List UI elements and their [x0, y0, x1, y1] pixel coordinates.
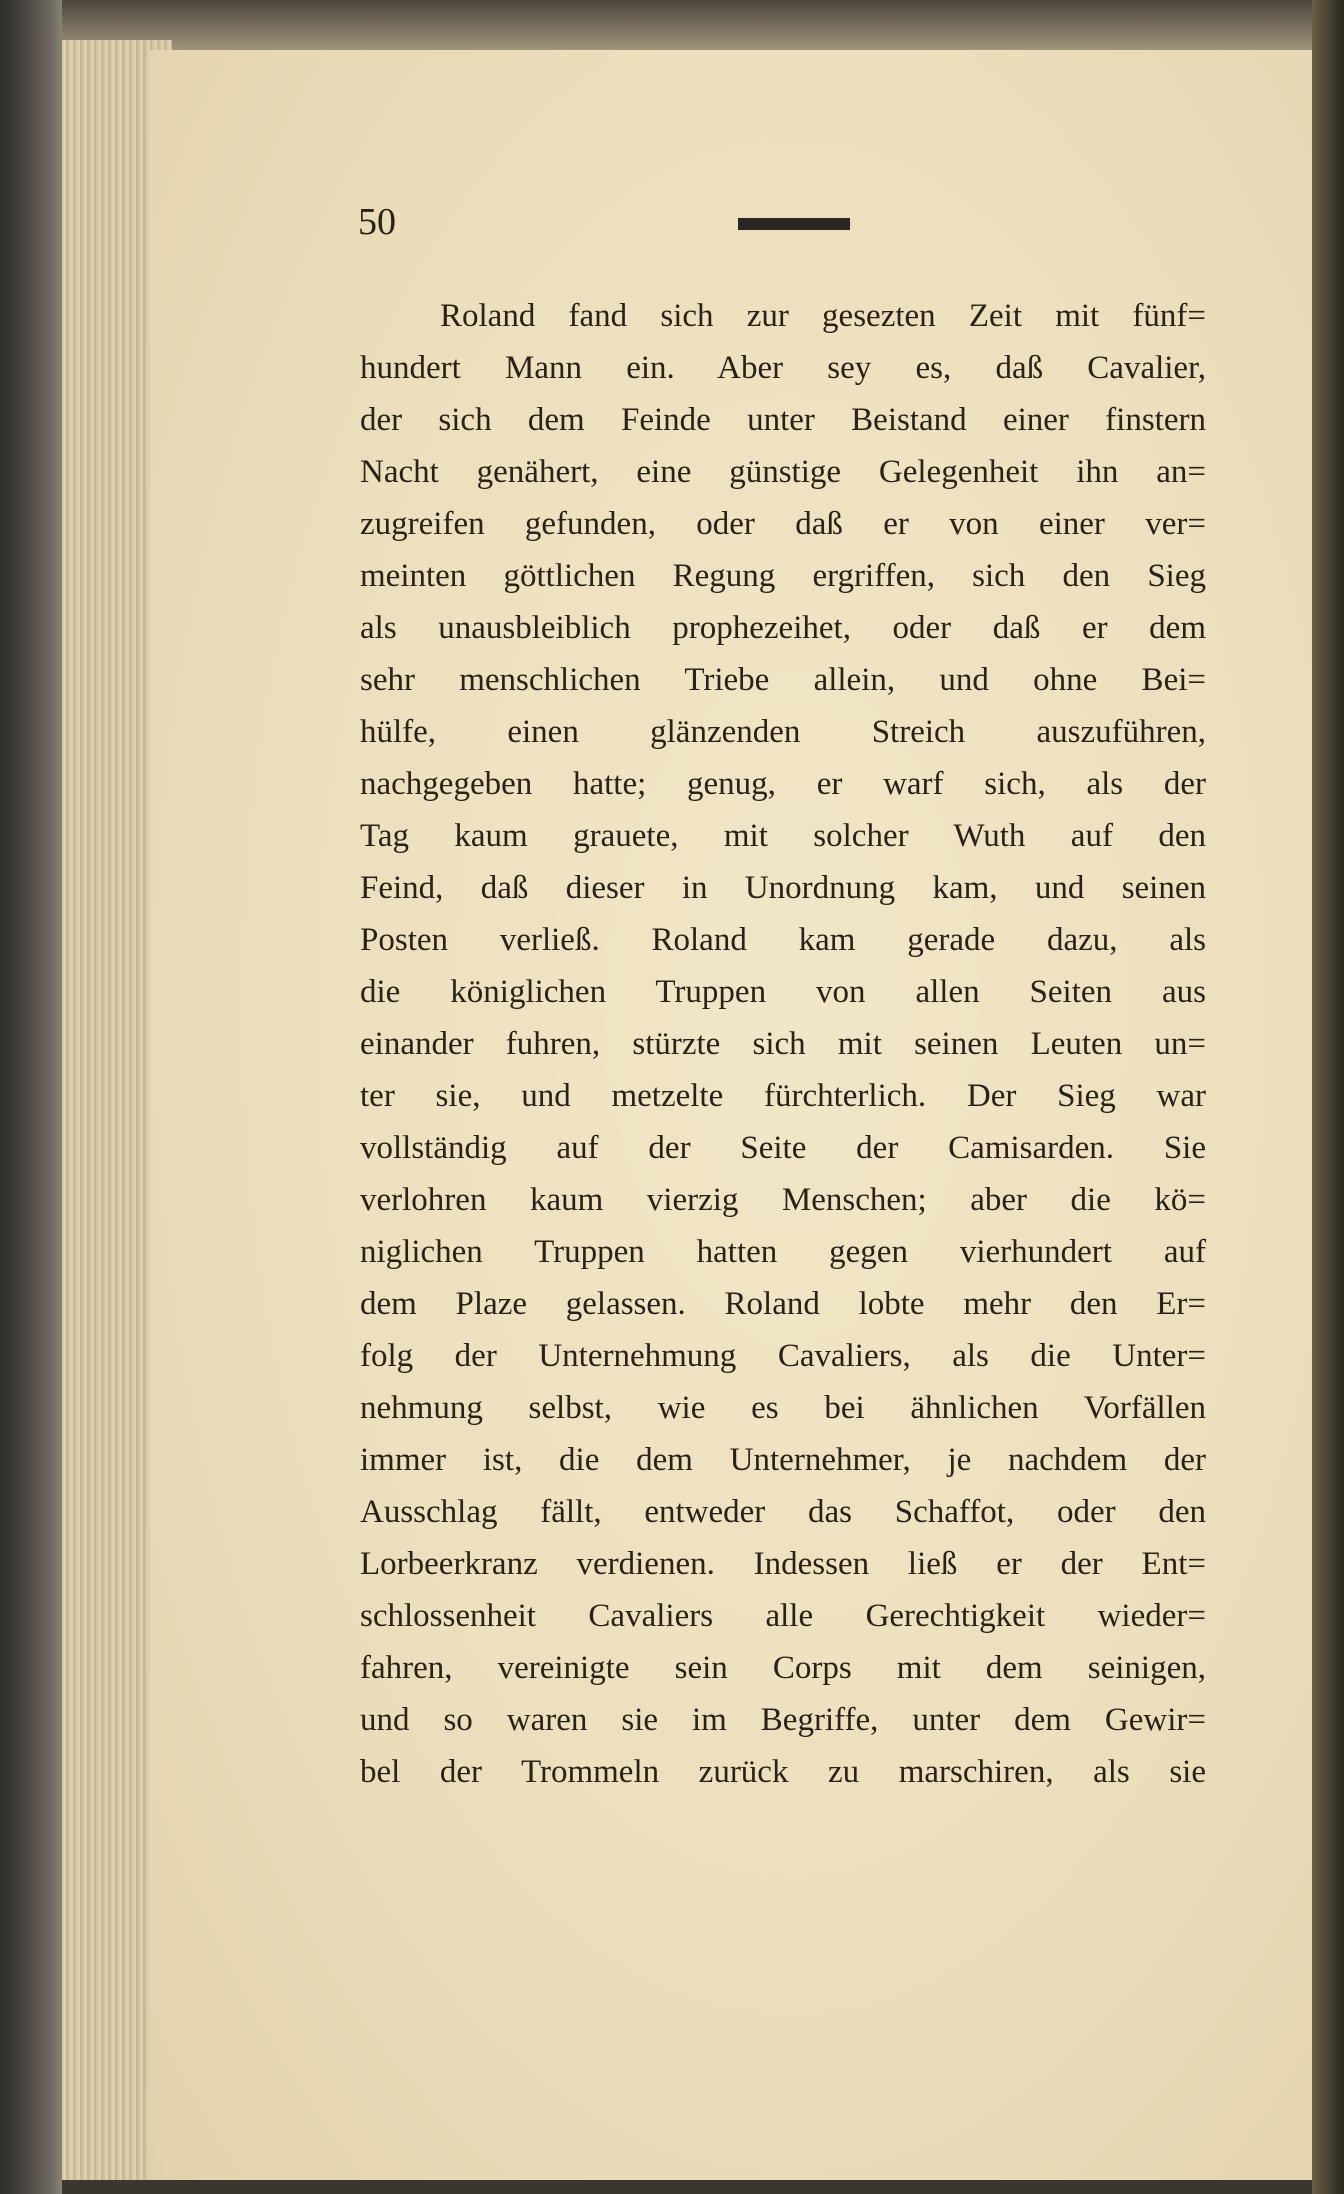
- text-line-content: sehr menschlichen Triebe allein, und ohne Bei=: [360, 662, 1206, 698]
- text-line: [360, 1070, 1206, 1122]
- text-line-content: der sich dem Feinde unter Beistand einer finstern: [360, 402, 1206, 438]
- text-line: [360, 342, 1206, 394]
- text-line-content: zugreifen gefunden, oder daß er von einer ver=: [360, 506, 1206, 542]
- text-line: [360, 1382, 1206, 1434]
- book-cover-edge: [0, 0, 62, 2194]
- text-line: [360, 1434, 1206, 1486]
- text-line: [360, 1174, 1206, 1226]
- text-line: [360, 1538, 1206, 1590]
- text-line: [360, 862, 1206, 914]
- text-line-content: Roland fand sich zur gesezten Zeit mit fünf=: [440, 298, 1206, 334]
- text-line: [360, 1226, 1206, 1278]
- text-line: [360, 1330, 1206, 1382]
- text-line-content: nehmung selbst, wie es bei ähnlichen Vorfällen: [360, 1390, 1206, 1426]
- text-line: [360, 602, 1206, 654]
- text-line: [360, 394, 1206, 446]
- text-line-content: einander fuhren, stürzte sich mit seinen Leuten un=: [360, 1026, 1206, 1062]
- text-line-content: fahren, vereinigte sein Corps mit dem seinigen,: [360, 1650, 1206, 1686]
- text-line: [360, 550, 1206, 602]
- text-line-content: bel der Trommeln zurück zu marschiren, als sie: [360, 1754, 1206, 1790]
- text-line: [360, 1746, 1206, 1798]
- book-top-shadow: [62, 0, 1312, 55]
- text-line: [360, 706, 1206, 758]
- text-line: [360, 446, 1206, 498]
- text-line-content: Ausschlag fällt, entweder das Schaffot, oder den: [360, 1494, 1206, 1530]
- facing-page-edge: [1312, 0, 1344, 2194]
- text-line: [360, 1642, 1206, 1694]
- text-line-content: ter sie, und metzelte fürchterlich. Der Sieg war: [360, 1078, 1206, 1114]
- text-line-content: folg der Unternehmung Cavaliers, als die Unter=: [360, 1338, 1206, 1374]
- text-line: [360, 290, 1206, 342]
- text-line: [360, 966, 1206, 1018]
- text-line: [360, 1278, 1206, 1330]
- text-line-content: niglichen Truppen hatten gegen vierhundert auf: [360, 1234, 1206, 1270]
- text-line-content: hülfe, einen glänzenden Streich auszuführen,: [360, 714, 1206, 750]
- text-line-content: verlohren kaum vierzig Menschen; aber die kö=: [360, 1182, 1206, 1218]
- text-line-content: schlossenheit Cavaliers alle Gerechtigkeit wieder=: [360, 1598, 1206, 1634]
- text-line-content: meinten göttlichen Regung ergriffen, sich den Sieg: [360, 558, 1206, 594]
- text-line: [360, 1122, 1206, 1174]
- text-line-content: vollständig auf der Seite der Camisarden. Sie: [360, 1130, 1206, 1166]
- text-line-content: immer ist, die dem Unternehmer, je nachdem der: [360, 1442, 1206, 1478]
- page-number: 50: [358, 201, 396, 243]
- text-line-content: dem Plaze gelassen. Roland lobte mehr den Er=: [360, 1286, 1206, 1322]
- text-line-content: nachgegeben hatte; genug, er warf sich, als der: [360, 766, 1206, 802]
- text-line: [360, 914, 1206, 966]
- text-line-content: und so waren sie im Begriffe, unter dem Gewir=: [360, 1702, 1206, 1738]
- text-line-content: die königlichen Truppen von allen Seiten aus: [360, 974, 1206, 1010]
- text-line: [360, 498, 1206, 550]
- body-text: [360, 290, 1206, 1798]
- text-line: [360, 810, 1206, 862]
- text-line: [360, 1018, 1206, 1070]
- text-line: [360, 1590, 1206, 1642]
- text-line-content: Posten verließ. Roland kam gerade dazu, als: [360, 922, 1206, 958]
- text-line-content: hundert Mann ein. Aber sey es, daß Cavalier,: [360, 350, 1206, 386]
- text-line: [360, 654, 1206, 706]
- text-line-content: Feind, daß dieser in Unordnung kam, und seinen: [360, 870, 1206, 906]
- text-line-content: Tag kaum grauete, mit solcher Wuth auf den: [360, 818, 1206, 854]
- text-line: [360, 758, 1206, 810]
- text-line: [360, 1694, 1206, 1746]
- text-line-content: als unausbleiblich prophezeihet, oder daß er dem: [360, 610, 1206, 646]
- text-line: [360, 1486, 1206, 1538]
- text-line-content: Nacht genähert, eine günstige Gelegenheit ihn an=: [360, 454, 1206, 490]
- header-rule: [738, 218, 850, 230]
- text-line-content: Lorbeerkranz verdienen. Indessen ließ er der Ent=: [360, 1546, 1206, 1582]
